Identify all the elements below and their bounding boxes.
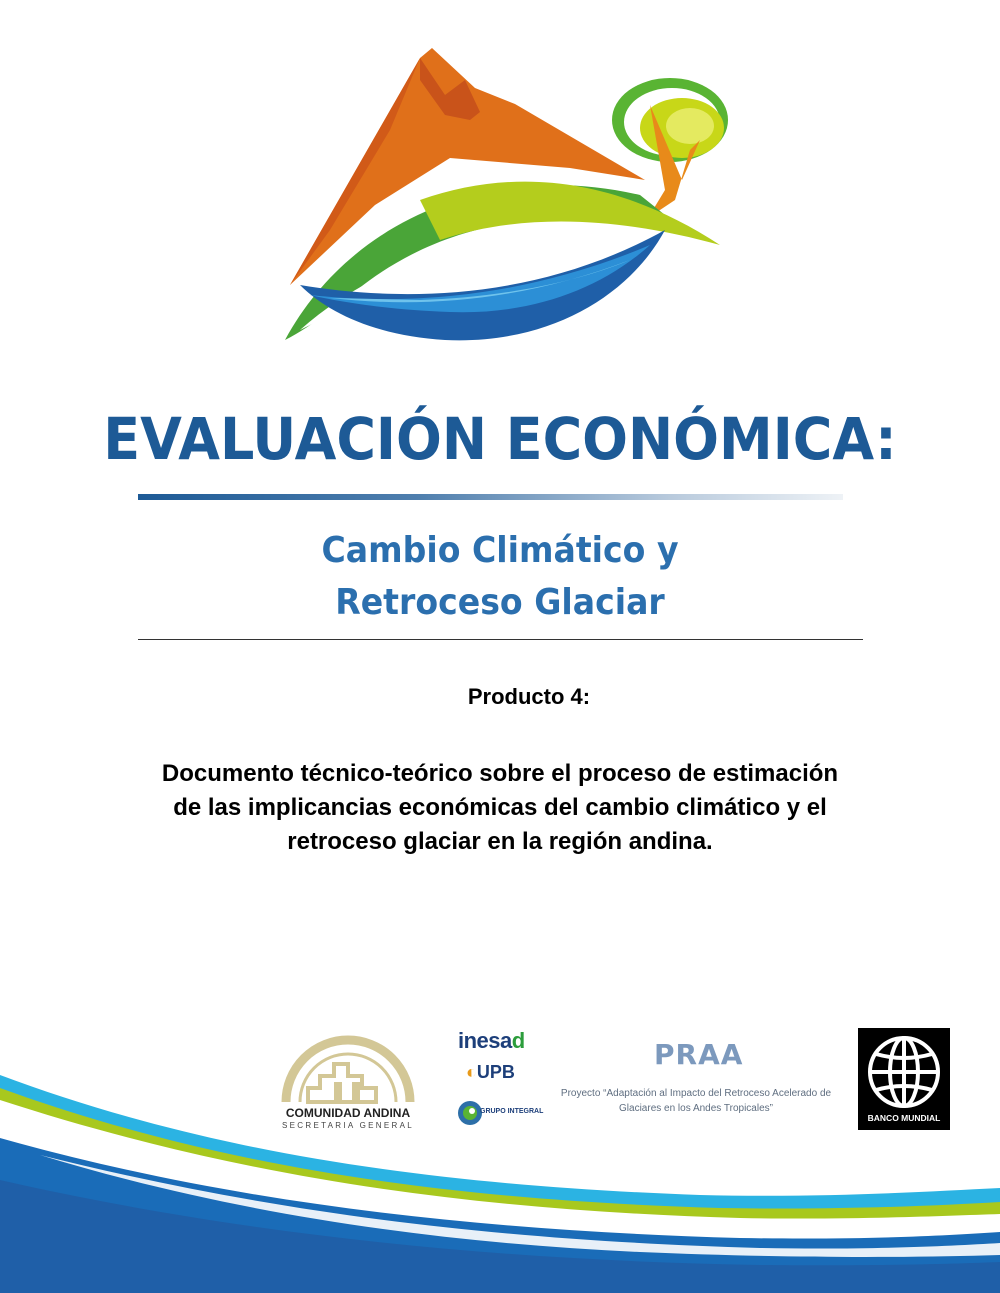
grupo-integral-text: GRUPO INTEGRAL xyxy=(480,1108,544,1115)
inesad-text: inesa xyxy=(458,1028,512,1053)
product-label: Producto 4: xyxy=(467,684,591,709)
bottom-wave-decoration xyxy=(0,1060,1000,1293)
praa-description-line: Proyecto “Adaptación al Impacto del Retroceso Acelerado de xyxy=(560,1088,832,1099)
upb-mark-icon: ◐ xyxy=(466,1062,477,1082)
inesad-text-end: d xyxy=(511,1028,525,1053)
description-line: de las implicancias económicas del cambio climático y el xyxy=(173,794,827,821)
document-description xyxy=(120,757,880,859)
upb-text: UPB xyxy=(476,1062,515,1082)
comunidad-andina-name: COMUNIDAD ANDINA xyxy=(285,1106,411,1120)
upb-logo xyxy=(466,1062,515,1083)
banco-mundial-label: BANCO MUNDIAL xyxy=(867,1113,941,1123)
main-title: EVALUACIÓN ECONÓMICA: xyxy=(103,405,897,473)
subtitle-line-2: Retroceso Glaciar xyxy=(335,582,665,623)
mountain-sun-logo xyxy=(270,40,740,350)
praa-title: PRAA xyxy=(654,1038,744,1071)
divider-line xyxy=(138,639,863,640)
comunidad-andina-subtitle: SECRETARIA GENERAL xyxy=(282,1121,414,1130)
globe-icon xyxy=(858,1028,950,1114)
title-underline xyxy=(138,494,843,500)
subtitle-line-1: Cambio Climático y xyxy=(321,530,679,571)
inesad-logo xyxy=(458,1028,525,1054)
praa-description-line: Glaciares en los Andes Tropicales” xyxy=(619,1103,773,1114)
description-line: retroceso glaciar en la región andina. xyxy=(287,828,713,855)
description-line: Documento técnico-teórico sobre el proceso de estimación xyxy=(161,760,839,787)
